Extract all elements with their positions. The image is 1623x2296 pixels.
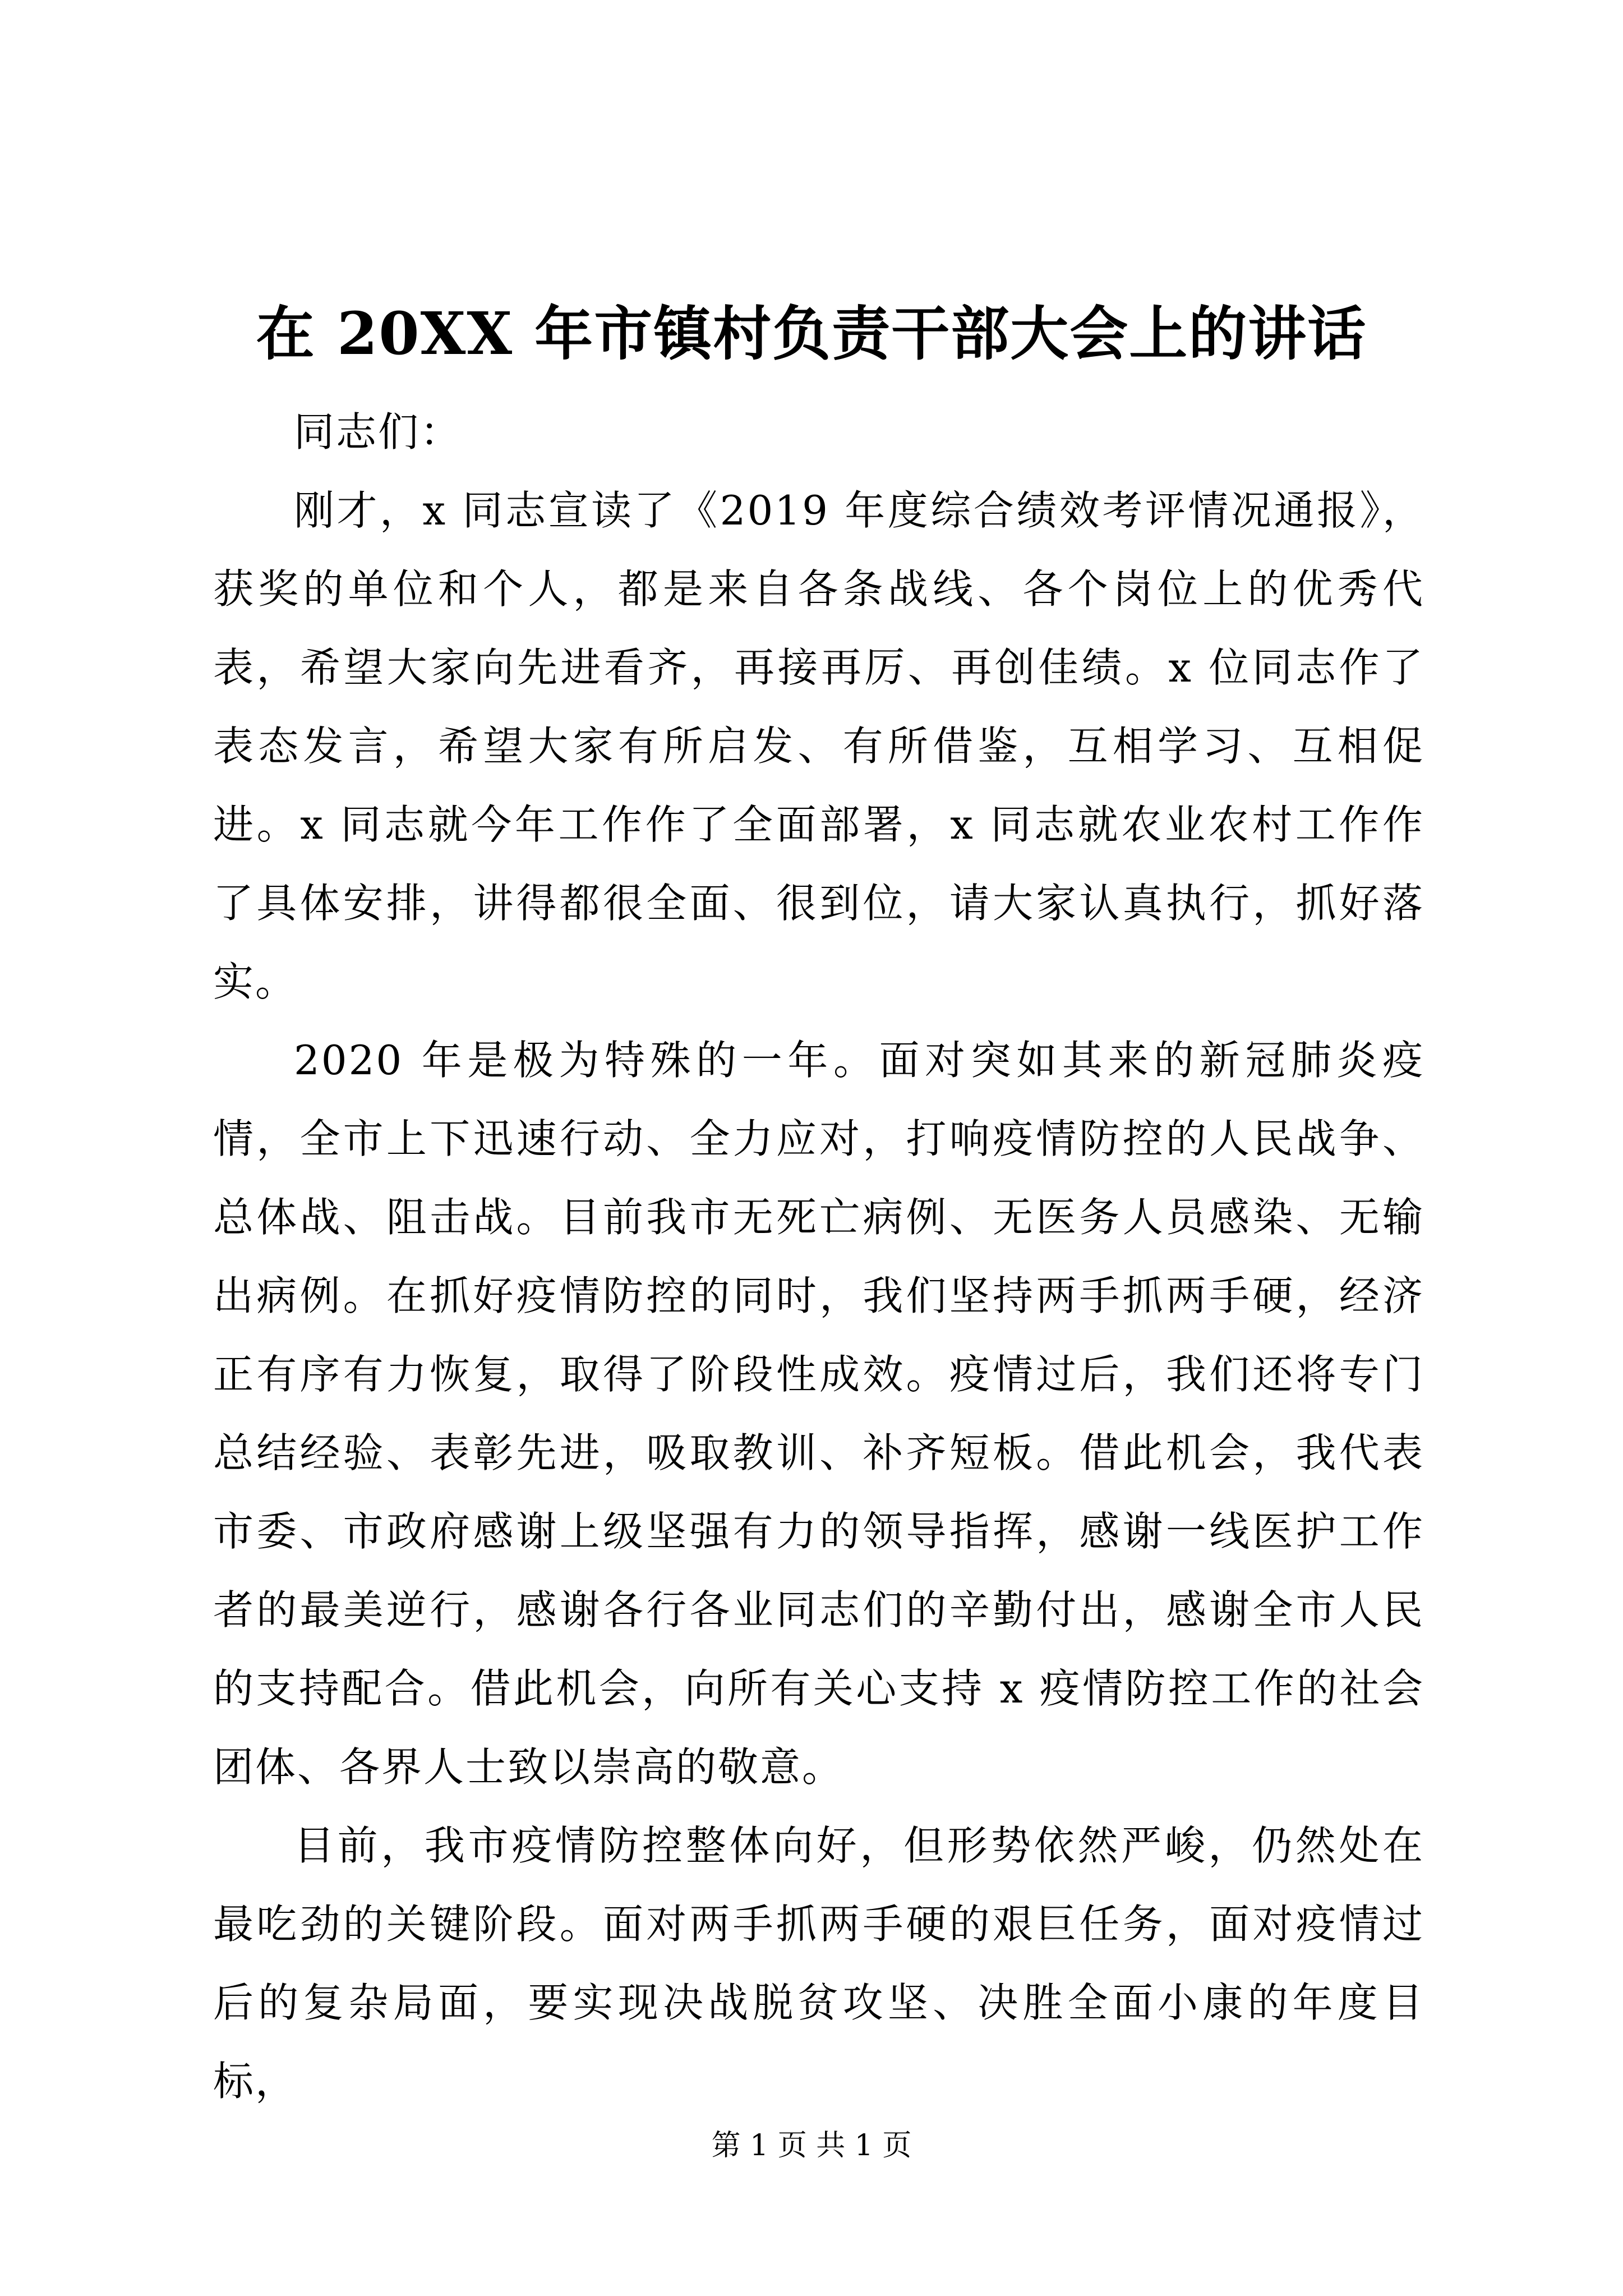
paragraph-3: 目前，我市疫情防控整体向好，但形势依然严峻，仍然处在最吃劲的关键阶段。面对两手抓两手硬的艰巨任务，面对疫情过后的复杂局面，要实现决战脱贫攻坚、决胜全面小康的年度目标， xyxy=(213,1822,1424,2105)
document-body xyxy=(213,393,1424,2120)
paragraph-1: 刚才，x 同志宣读了《2019 年度综合绩效考评情况通报》，获奖的单位和个人，都是来自各条战线、各个岗位上的优秀代表，希望大家向先进看齐，再接再厉、再创佳绩。x 位同志作了表态发言，希望大家有所启发、有所借鉴，互相学习、互相促进。x 同志就今年工作作了全面部署，x 同志就农业农村工作作了具体安排，讲得都很全面、很到位，请大家认真执行，抓好落实。 xyxy=(213,487,1424,1005)
paragraph-2: 2020 年是极为特殊的一年。面对突如其来的新冠肺炎疫情，全市上下迅速行动、全力应对，打响疫情防控的人民战争、总体战、阻击战。目前我市无死亡病例、无医务人员感染、无输出病例。在抓好疫情防控的同时，我们坚持两手抓两手硬，经济正有序有力恢复，取得了阶段性成效。疫情过后，我们还将专门总结经验、表彰先进，吸取教训、补齐短板。借此机会，我代表市委、市政府感谢上级坚强有力的领导指挥，感谢一线医护工作者的最美逆行，感谢各行各业同志们的辛勤付出，感谢全市人民的支持配合。借此机会，向所有关心支持 x 疫情防控工作的社会团体、各界人士致以崇高的敬意。 xyxy=(213,1037,1424,1791)
greeting: 同志们： xyxy=(294,408,463,455)
document-title: 在 20XX 年市镇村负责干部大会上的讲话 xyxy=(256,299,1367,368)
page-footer: 第 1 页 共 1 页 xyxy=(711,2129,912,2162)
